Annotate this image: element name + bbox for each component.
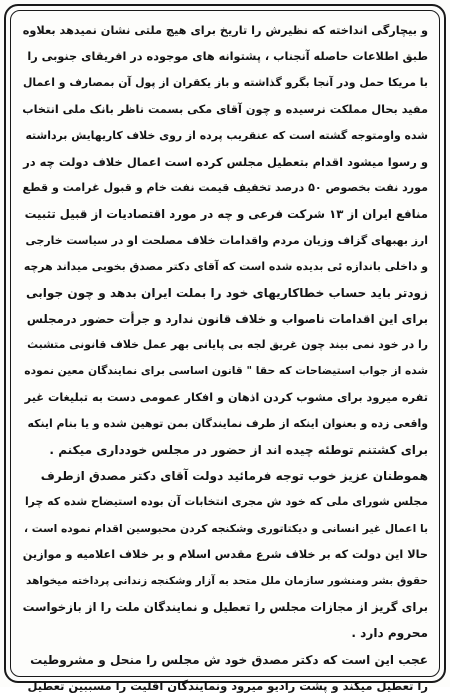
- text-line: با مریکا حمل ودر آنجا بگرو گذاشته و باز یکقران از پول آن بمصارف و اعمال: [22, 76, 428, 90]
- text-line: زودتر باید حساب خطاکاریهای خود را بملت ایران بدهد و چون جوابی: [25, 285, 428, 300]
- text-line: شده واومتوجه گشته است که عنقریب پرده از روی خلاف کاریهایش برداشته: [25, 128, 428, 142]
- text-line: حالا این دولت که بر خلاف شرع مقدس اسلام و بر خلاف اعلامیه و موازین: [22, 547, 428, 561]
- text-line: شده از جواب استیضاحات که حقا " قانون اساسی برای نمایندگان معین نموده: [24, 364, 428, 378]
- text-line: هموطنان عزیز خوب توجه فرمائید دولت آقای دکتر مصدق ازطرف: [40, 469, 428, 484]
- text-line: برای این اقدامات ناصواب و خلاف قانون ندارد و جرأت حضور درمجلس: [26, 312, 428, 327]
- text-line: و بیچارگی انداخته که نظیرش را تاریخ برای هیچ ملتی نشان نمیدهد بعلاوه: [22, 24, 428, 37]
- text-line: برای گریز از مجازات مجلس را تعطیل و نمایندگان ملت را از بازخواست: [22, 600, 428, 615]
- paragraph-2: [22, 463, 428, 646]
- text-line: برای کشتنم توطئه چیده اند از حضور در مجلس خودداری میکنم .: [49, 443, 428, 457]
- text-line: محروم دارد .: [351, 626, 428, 641]
- text-line: مورد نفت بخصوص ۵۰ درصد تخفیف قیمت نفت خام و قبول غرامت و قطع: [22, 181, 428, 195]
- text-line: و داخلی باندازه ئی بدیده شده است که آقای دکتر مصدق بخوبی میداند هرچه: [23, 259, 428, 273]
- body-text: [22, 18, 428, 699]
- text-line: و رسوا میشود اقدام بتعطیل مجلس کرده است اعمال خلاف دولت چه در: [23, 154, 428, 169]
- text-line: را در خود نمی بیند چون غریق لجه بی پایانی بهر عمل خلاف قانونی متشبث: [27, 338, 428, 352]
- text-line: طبق اطلاعات حاصله آنجناب ، پشتوانه های موجوده در افریقای جنوبی را: [27, 50, 428, 64]
- paragraph-1: [22, 18, 428, 463]
- text-line: ارز بهبهای گزاف وزیان مردم واقدامات خلاف مصلحت او در سیاست خارجی: [25, 233, 428, 247]
- text-line: تفره میرود برای مشوب کردن اذهان و افکار عمومی دست به تبلیغات غیر: [24, 390, 428, 404]
- text-line: با اعمال غیر انسانی و دیکتاتوری وشکنجه کردن محبوسین اقدام نموده است ،: [24, 521, 428, 535]
- text-line: منافع ایران از ۱۳ شرکت فرعی و چه در مورد اقتصادیات از قبیل تثبیت: [24, 207, 428, 222]
- text-line: مفید بحال مملکت نرسیده و چون آقای مکی بسمت ناظر بانک ملی انتخاب: [22, 102, 428, 116]
- text-line: عجب این است که دکتر مصدق خود ش مجلس را منحل و مشروطیت: [30, 652, 428, 667]
- paragraph-3: [22, 647, 428, 699]
- text-line: مجلس شورای ملی که خود ش مجری انتخابات آن بوده استیضاح شده که چرا: [24, 495, 428, 509]
- text-line: واقعی زده و بعنوان اینکه از طرف نمایندگان بمن توهین شده و یا بنام اینکه: [27, 416, 428, 430]
- text-line: حقوق بشر ومنشور سازمان ملل متحد به آزار وشکنجه زندانی پرداخته میخواهد: [26, 574, 428, 587]
- text-line: را تعطیل میکند و پشت رادیو میرود ونمایندگان اقلیت را مسببین تعطیل: [27, 678, 428, 693]
